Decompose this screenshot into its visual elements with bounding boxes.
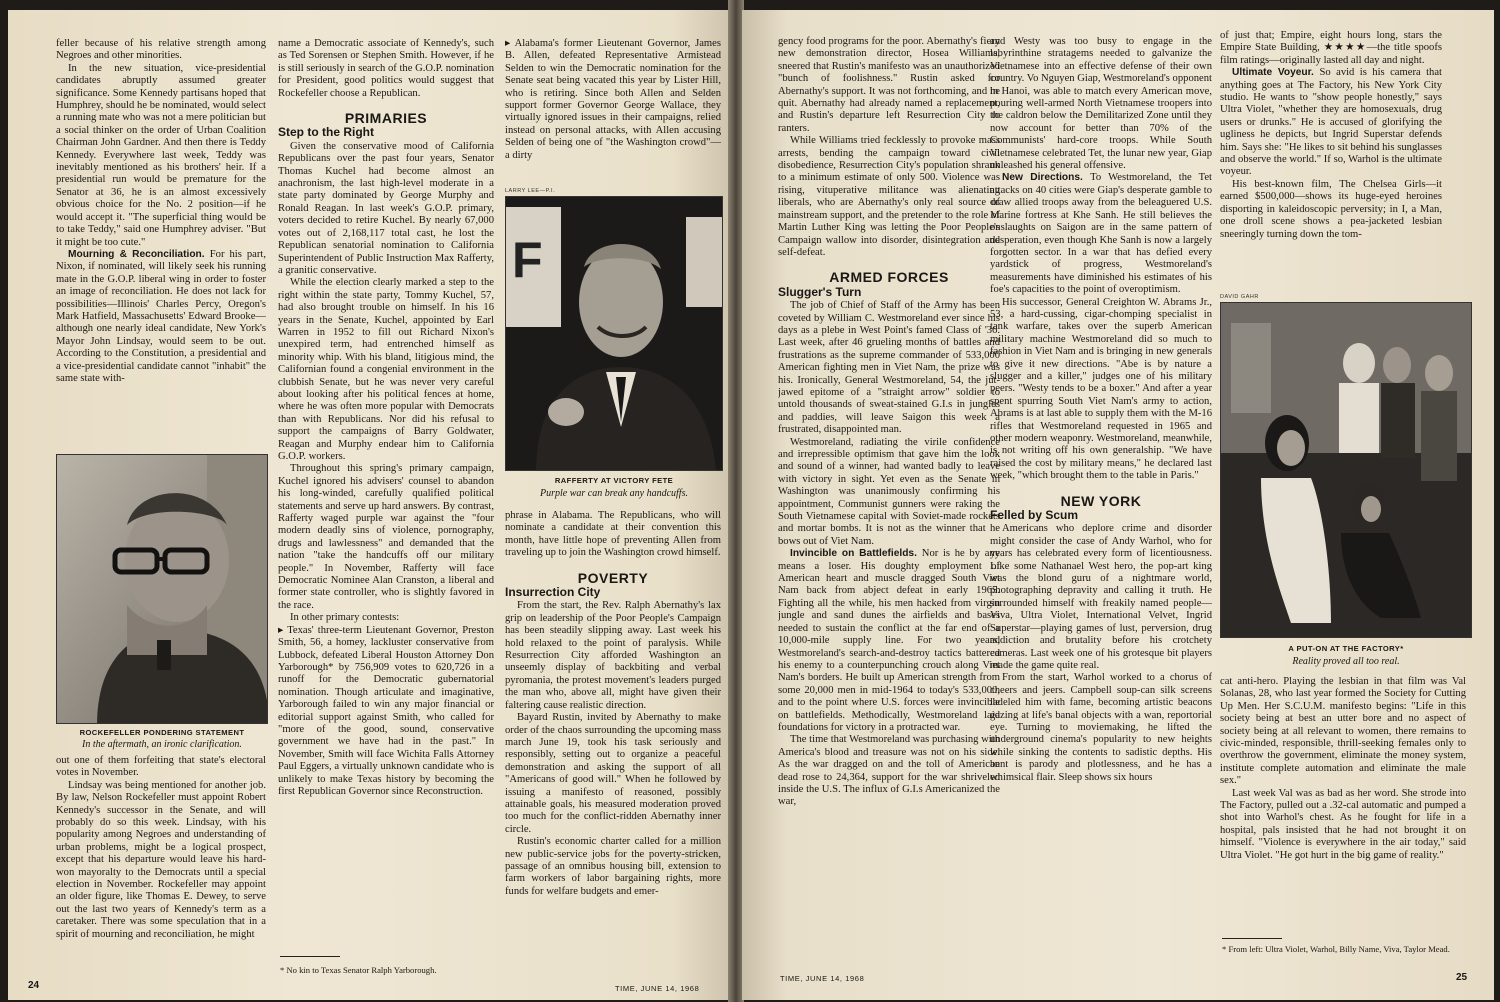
paragraph (990, 297, 1212, 483)
paragraph (1220, 179, 1442, 241)
svg-text:F: F (512, 232, 543, 288)
paragraph (990, 172, 1212, 296)
left-page-number: 24 (28, 980, 40, 991)
paragraph (505, 712, 721, 836)
paragraph (56, 63, 266, 249)
right-col1 (778, 36, 1000, 966)
new-york-section-heading: NEW YORK (1060, 492, 1142, 509)
paragraph (56, 249, 266, 385)
paragraph-text: Americans who deplore crime and disorder might consider the case of Andy Warhol, who for years has celebrated every form of licentiousness. Like some Nathanael West hero, the pop-art king was the blond guru of a nightmare world, photographing depravity and calling it truth. He surrounded himself with freakily named people—Viva, Ultra Violet, International Velvet, Ingrid Superstar—playing games of lust, perversion, drug addiction and brutality before his crotchety cameras. Last week one of his grotesque bit players made the game quite real. (990, 523, 1212, 671)
paragraph-text: For his part, Nixon, if nominated, will likely seek his running mate in the G.O.P. liberal wing in order to foster an image of reconciliation. He does not lack for possibilities—Illinois' Charles Percy, Oregon's Mark Hatfield, Massachusetts' Edward Brooke—although one nearly ideal candidate, New York's Mayor John Lindsay, would seem to be out. According to the Constitution, a presidential and a vice-presidential candidate cannot "inhabit" the same state with- (56, 248, 266, 384)
paragraph (1220, 67, 1442, 179)
poverty-section-heading: POVERTY (577, 569, 649, 586)
right-dateline: TIME, JUNE 14, 1968 (780, 974, 865, 983)
paragraph (278, 38, 494, 100)
paragraph (778, 548, 1000, 734)
factory-footnote-rule (1222, 938, 1282, 939)
paragraph-text: While Williams tried fecklessly to provoke mass arrests, bending the campaign toward civil disobedience, Resurrection City's population shrank to a minimum estimate of only 500. Violence was rising, vituperative militance was alienating liberals, who are Abernathy's only real source of mainstream support, and the pretender to the role of Martin Luther King was letting the Poor People's Campaign wallow into disorder, disintegration and self-defeat. (778, 135, 1000, 258)
run-in-head: Mourning & Reconciliation. (68, 248, 210, 260)
paragraph (778, 36, 1000, 135)
paragraph-text: From the start, the Rev. Ralph Abernathy's lax grip on leadership of the Poor People's Campaign has been steadily slipping away. Last week his hold relaxed to the point of paralysis. While Resurrection City afforded Washington an unseemly display of backbiting and verbal pyromania, the protest movement's leaders purged the man who, above all, might have given their faltering cause realistic direction. (505, 600, 721, 711)
left-page (8, 10, 730, 1000)
paragraph-text: Rustin's economic charter called for a million new public-service jobs for the poverty-stricken, passage of an omnibus housing bill, extension to farm workers of labor bargaining rights, more funds for welfare budgets and emer- (505, 836, 721, 897)
paragraph (505, 510, 721, 560)
paragraph-text: So avid is his camera that anything goes at The Factory, his New York City studio. He wants to "show people honestly," says Ultra Violet, "whether they are homosexuals, drug users or drunks." He is accused of glorifying the ugliness he depicts, but Ingrid Superstar defends him. Says she: "He likes to sit behind his sunglasses and observe the world." If so, Warhol is the ultimate voyeur. (1220, 67, 1442, 178)
paragraph-text: ▸ Texas' three-term Lieutenant Governor, Preston Smith, 56, a homey, lackluster conservative from Lubbock, defeated Liberal Houston Attorney Don Yarborough* by 756,909 votes to 620,726 in a runoff for the Democratic gubernatorial nomination. Though articulate and imaginative, Yarborough failed to win any major financial or editorial support against Smith, who called for "more of the good, sound, conservative government we have had in the past." In November, Smith will face Wichita Falls Attorney Paul Eggers, a virtually unknown candidate who is unlikely to make Texas history by becoming the first Republican Governor since Reconstruction. (278, 624, 494, 797)
paragraph-text: Lindsay was being mentioned for another job. By law, Nelson Rockefeller must appoint Robert Kennedy's successor in the Senate, and will probably do so this week. Lindsay, with his popularity among Negroes and understanding of urban problems, might be a logical prospect, except that his departure would leave his hard-won mayoralty to the Democrats until a special election in November. Rockefeller may appoint an older figure, like Thomas E. Dewey, to serve out the last two years of Kennedy's term as a caretaker. There was some speculation that in a spirit of mourning and reconciliation, he might (56, 779, 266, 940)
paragraph (278, 625, 494, 799)
paragraph (778, 437, 1000, 549)
paragraph (778, 734, 1000, 808)
paragraph (56, 780, 266, 941)
run-in-head: New Directions. (1002, 172, 1091, 184)
right-page (742, 10, 1494, 1000)
rafferty-photo-credit: LARRY LEE—P.I. (505, 188, 556, 194)
paragraph (278, 612, 494, 624)
armed-forces-section-heading: ARMED FORCES (829, 269, 949, 286)
footnote-rule (280, 956, 340, 957)
primaries-subheading: Step to the Right (278, 125, 374, 140)
paragraph-text: Westmoreland, radiating the virile confidence and irrepressible optimism that gave him the look and sound of a winner, had wanted badly to leave with victory in sight. Yet even as the Senate in Washington was unanimously confirming his appointment, Communist gunners were raking the South Vietnamese capital with Soviet-made rockets and mortar bombs. It is not as the winner that he bows out of Viet Nam. (778, 436, 1000, 547)
factory-footnote: * From left: Ultra Violet, Warhol, Billy Name, Viva, Taylor Mead. (1222, 944, 1450, 954)
rafferty-photo-title: RAFFERTY AT VICTORY FETE (554, 476, 674, 485)
armed-forces-subheading: Slugger's Turn (778, 284, 862, 299)
factory-photo-caption: Reality proved all too real. (1292, 656, 1400, 667)
factory-photo-title: A PUT-ON AT THE FACTORY* (1288, 644, 1404, 653)
paragraph (56, 38, 266, 63)
rafferty-photo-caption: Purple war can break any handcuffs. (540, 488, 688, 499)
paragraph-text: Bayard Rustin, invited by Abernathy to make order of the chaos surrounding the upcoming mass march June 19, took his task seriously and responsibly, setting out to organize a peaceful demonstration and asking the support of all "Americans of good will." When he followed by issuing a manifesto of reasoned, possibly attainable goals, his measured moderation proved too much for the conflict-ridden Abernathy inner circle. (505, 712, 721, 835)
factory-group-graphic (1221, 303, 1472, 638)
paragraph-text: Last week Val was as bad as her word. She strode into The Factory, pulled out a .32-cal automatic and pumped a shot into Warhol's chest. As he fought for life in a hospital, pals insisted that he had not brought it on himself. "Violence is everywhere in the air today," said Ultra Violet. "He got hurt in the big game of reality." (1220, 787, 1466, 861)
paragraph (1220, 788, 1466, 862)
paragraph-text: feller because of his relative strength among Negroes and other minorities. (56, 38, 266, 62)
paragraph (505, 38, 721, 162)
right-col3-bottom (1220, 676, 1466, 932)
paragraph (990, 36, 1212, 172)
primaries-section-heading: PRIMARIES (344, 110, 428, 127)
paragraph-text: The job of Chief of Staff of the Army has been coveted by William C. Westmoreland ever since his days as a plebe in West Point's famed Class of '36. Last week, after 46 grueling months of battles and frustrations as the supreme commander of 533,000 American fighting men in Viet Nam, the prize was his. Ironically, General Westmoreland, 54, the jut-jawed epitome of a "straight arrow" soldier to untold thousands of sweat-stained G.I.s in jungles and paddies, will leave Saigon this week a frustrated, disappointed man. (778, 300, 1000, 436)
rafferty-photo (505, 196, 723, 471)
paragraph (278, 463, 494, 612)
right-col2 (990, 36, 1212, 966)
paragraph (778, 300, 1000, 436)
rockefeller-portrait-graphic (57, 455, 268, 724)
paragraph (990, 672, 1212, 784)
rockefeller-photo-title: ROCKEFELLER PONDERING STATEMENT (79, 728, 245, 737)
factory-photo (1220, 302, 1472, 638)
paragraph (1220, 676, 1466, 788)
paragraph-text: His successor, General Creighton W. Abrams Jr., 53, a hard-cussing, cigar-chomping specialist in tank warfare, takes over the superb American military machine Westmoreland did so much to fashion in Viet Nam and is bringing in new generals to give it new directions. "Abe is by nature a slugger and a killer," judges one of his military peers. "Westy tends to be a boxer." And after a year spent spurring South Viet Nam's army to action, Abrams is at last able to supply them with the M-16 rifles that Westmoreland requested in 1965 and other modern weaponry. Westmoreland, meanwhile, is not writing off his own generalship. "We have raised the cost by military means," he declared last week, "which brought them to the table in Paris." (990, 296, 1212, 482)
paragraph-text: His best-known film, The Chelsea Girls—it earned $500,000—shows its huge-eyed heroines disporting in kaleidoscopic perversity; in I, a Man, one droll scene shows a pea-jacketed lesbian sneeringly turning down the tom- (1220, 178, 1442, 240)
paragraph-text: Given the conservative mood of California Republicans over the past four years, Senator Thomas Kuchel had become almost an anachronism, the last high-level moderate in a state party dominated by George Murphy and Ronald Reagan. In last week's G.O.P. primary, voters decided to retire Kuchel. By nearly 67,000 votes out of 2,168,117 total cast, he lost the Republican senatorial nomination to California Superintendent of Public Instruction Max Rafferty, a granitic conservative. (278, 140, 494, 276)
rockefeller-photo-caption: In the aftermath, an ironic clarification. (82, 739, 242, 750)
left-col3-top (505, 38, 721, 194)
paragraph-text: gency food programs for the poor. Abernathy's fiery new demonstration director, Hosea Williams, sneered that Rustin's manifesto was an unauthorized "bunch of foolishness." Rustin asked for Abernathy's support. It was not forthcoming, and he quit. Abernathy had already named a replacement, and Rustin's departure left Resurrection City to ranters. (778, 36, 1000, 134)
paragraph-text: To Westmoreland, the Tet attacks on 40 cities were Giap's desperate gamble to draw allied troops away from the beleaguered U.S. Marine fortress at Khe Sanh. He still believes the onslaughts on Saigon are in the same pattern of desperation, even though Khe Sanh is now a largely forgotten sector. In a war that has defied every yardstick of progress, Westmoreland's measurements have diminished his estimates of his foe's capacities to the point of overoptimism. (990, 172, 1212, 296)
right-col3-top (1220, 30, 1442, 298)
run-in-head: Invincible on Battlefields. (790, 548, 922, 560)
paragraph (505, 836, 721, 898)
poverty-subheading: Insurrection City (505, 585, 601, 600)
paragraph-text: phrase in Alabama. The Republicans, who will nominate a candidate at their convention this month, have little hope of preventing Allen from traveling up to join the Washington crowd himself. (505, 510, 721, 559)
paragraph-text: and Westy was too busy to engage in the labyrinthine stratagems needed to galvanize the Vietnamese into an effective defense of their own country. Vo Nguyen Giap, Westmoreland's opponent in Hanoi, was able to match every American move, pouring well-armed North Vietnamese troopers into the caldron below the Demilitarized Zone until they now account for better than 70% of the Communists' hard-core troops. While South Vietnamese celebrated Tet, the lunar new year, Giap unleashed his general offensive. (990, 36, 1212, 172)
paragraph-text: From the start, Warhol worked to a chorus of cheers and jeers. Campbell soup-can silk screens ladeled him with fame, becoming artistic beacons gazing at life's banal objects with a wan, reportorial eye. Turning to moviemaking, he lifted the underground cinema's popularity to new heights while sinking the contents to sadistic depths. His bent is parody and plotlessness, and he has a whimsical flair. Sleep shows six hours (990, 672, 1212, 783)
left-dateline: TIME, JUNE 14, 1968 (615, 984, 700, 993)
paragraph-text: In the new situation, vice-presidential candidates abruptly assumed greater significance. Some Kennedy partisans hoped that Humphrey, should he be nominated, would select a running mate who was not a mere politician but a social thinker on the order of Urban Coalition Chairman John Gardner. And then there is Teddy Kennedy. Everywhere last week, Teddy was inevitably mentioned as his brothers' heir. If a presidential run would be premature for the Senator at 36, he is an almost excessively obvious choice for the No. 2 position—if he would accept it. "The superficial thing would be to take Teddy," said one Humphrey adviser. "But it might be too cute." (56, 62, 266, 248)
paragraph-text: name a Democratic associate of Kennedy's, such as Ted Sorensen or Stephen Smith. However, if he is still seriously in search of the G.O.P. nomination for President, good politics would suggest that Rockefeller choose a Republican. (278, 38, 494, 99)
paragraph-text: While the election clearly marked a step to the right within the state party, Tommy Kuchel, 57, had also brought trouble on himself. In his 16 years in the Senate, Kuchel, appointed by Earl Warren in 1952 to fill out Richard Nixon's unexpired term, had entrenched himself as minority whip. With his bland, litigious mind, the Californian found a congenial environment in the clubbish Senate, but he was never very careful about looking after his political fences at home, where he was often more popular with Democrats than with Republicans. Nor did his refusal to support the campaigns of Barry Goldwater, Reagan and Murphy endear him to California G.O.P. workers. (278, 277, 494, 462)
paragraph (278, 277, 494, 463)
rockefeller-photo (56, 454, 268, 724)
paragraph (990, 523, 1212, 672)
paragraph-text: cat anti-hero. Playing the lesbian in that film was Val Solanas, 28, who last year formed the Society for Cutting Up Men. Her S.C.U.M. manifesto begins: "Life in this society being at best an utter bore and no aspect of society being at all relevant to women, there remains to civic-minded, responsible, thrill-seeking females only to overthrow the government, eliminate the money system, institute complete automation and eliminate the male sex." (1220, 676, 1466, 787)
paragraph (505, 600, 721, 712)
paragraph-text: Nor is he by any means a loser. His doughty employment of American heart and muscle dragged South Viet Nam back from abject defeat in early 1965. Fighting all the while, his men hacked from virgin jungle and sand dunes the airfields and bases needed to sustain the conflict at the far end of a 10,000-mile supply line. For two years, Westmoreland's search-and-destroy tactics battered his enemy to a counterpunching crouch along Viet Nam's borders. He built up American strength from some 20,000 men in mid-1964 to today's 533,000, and to the point where U.S. forces were invincible on battlefields. Methodically, Westmoreland laid foundations for victory in a protracted war. (778, 548, 1000, 733)
left-col3-bottom (505, 510, 721, 996)
factory-photo-credit: DAVID GAHR (1220, 294, 1259, 300)
left-col1-bottom (56, 755, 266, 995)
paragraph-text: ▸ Alabama's former Lieutenant Governor, James B. Allen, defeated Representative Armistead Selden to win the Democratic nomination for the Senate seat being vacated this year by Lister Hill, who is retiring. Since both Allen and Selden support former Governor George Wallace, they virtually ignored issues in their campaigns, relied instead on personal attacks, with Allen accusing Selden of being one of "the Washington crowd"—a dirty (505, 38, 721, 161)
rafferty-portrait-graphic (506, 197, 723, 471)
left-col2 (278, 38, 494, 964)
paragraph-text: The time that Westmoreland was purchasing with America's blood and treasure was not on his side. As the war dragged on and the toll of American dead rose to 24,364, support for the war shriveled inside the U.S. The influx of G.I.s Americanized the war, (778, 734, 1000, 808)
paragraph (778, 135, 1000, 259)
run-in-head: Ultimate Voyeur. (1232, 67, 1320, 79)
paragraph-text: of just that; Empire, eight hours long, stars the Empire State Building, ★★★★—the title spoofs film ratings—originally lasted all day and night. (1220, 30, 1442, 66)
new-york-subheading: Felled by Scum (990, 508, 1079, 523)
paragraph-text: In other primary contests: (290, 612, 400, 624)
paragraph (56, 755, 266, 780)
paragraph (1220, 30, 1442, 67)
paragraph (278, 141, 494, 277)
right-page-number: 25 (1456, 972, 1468, 983)
paragraph-text: Throughout this spring's primary campaign, Kuchel ignored his advisers' counsel to abandon his long-winded, carefully qualified political statements and serve up hard answers. By contrast, Rafferty waged purple war against the "four modern deadly sins of violence, pornography, drugs and lawlessness" and demanded that the nation "take the handcuffs off our military people." In November, Rafferty will face Democratic Nominee Alan Cranston, a liberal and former state controller, who is slightly favored in the race. (278, 463, 494, 611)
left-col1-top (56, 38, 266, 470)
yarborough-footnote: * No kin to Texas Senator Ralph Yarborough. (280, 965, 437, 975)
paragraph-text: out one of them forfeiting that state's electoral votes in November. (56, 755, 266, 779)
